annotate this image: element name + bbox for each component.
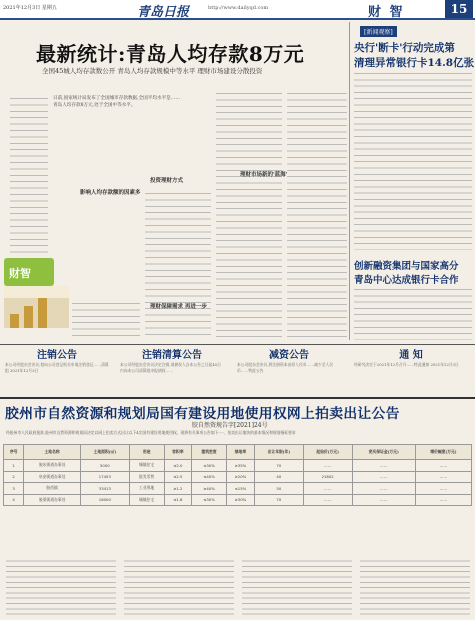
- auction-intro: 经胶州市人民政府批准,胶州市自然资源和规划局决定以网上拍卖方式出让以下4宗国有建设用地使用权。现将有关事项公告如下:一、拍卖出让地块的基本情况和规划指标要求: [6, 430, 296, 435]
- column-header: 序号: [4, 445, 24, 460]
- table-cell: ≤1.8: [164, 494, 192, 506]
- column-header: 土地名称: [24, 445, 81, 460]
- notice-deregistration: [3, 346, 111, 394]
- table-cell: 1: [4, 460, 24, 472]
- body-column-3: [145, 190, 211, 340]
- table-cell: 4: [4, 494, 24, 506]
- notice-body: 本公司股东会决议,将注册资本由原人民币……减少至人民币……特此公告: [237, 362, 334, 373]
- website-url[interactable]: http://www.dailyqd.com: [208, 5, 269, 11]
- table-cell: ……: [415, 483, 471, 495]
- savings-illustration: [4, 286, 69, 328]
- masthead: [0, 0, 475, 20]
- table-cell: 70: [254, 460, 303, 472]
- finance-banner-label: 财智: [9, 267, 31, 280]
- notice-announcement: [352, 346, 470, 394]
- parcel-table: [3, 444, 472, 506]
- table-cell: ≥1.2: [164, 483, 192, 495]
- right-body-1: [354, 70, 472, 250]
- table-cell: ……: [352, 494, 415, 506]
- table-row: [4, 494, 472, 506]
- table-cell: 工业用地: [129, 483, 164, 495]
- table-cell: 胶东街道办事处: [24, 460, 81, 472]
- table-cell: 33413: [80, 483, 129, 495]
- table-cell: 50: [254, 483, 303, 495]
- caption-blue-ocean: 理财市场新的'蓝海': [240, 172, 288, 178]
- table-cell: ……: [303, 483, 352, 495]
- right-body-2: [354, 286, 472, 340]
- auction-terms-col-1: [6, 558, 116, 616]
- table-cell: ≤40%: [192, 471, 227, 483]
- notices-bottom-rule: [0, 397, 475, 399]
- table-row: [4, 471, 472, 483]
- column-header: 竞买保证金(万元): [352, 445, 415, 460]
- newspaper-logo: 青岛日报: [137, 5, 190, 20]
- column-header: 增价幅度(万元): [415, 445, 471, 460]
- table-cell: 70: [254, 494, 303, 506]
- body-column-4: [216, 90, 282, 340]
- table-cell: ≥20%: [226, 471, 254, 483]
- notice-title: 通 知: [399, 350, 423, 361]
- body-column-2: [72, 300, 140, 340]
- caption-protection: 理财保障需求 再进一步: [150, 304, 207, 310]
- notice-body: 本公司经股东会决议,拟向公司登记机关申请注销登记……清算组 2021年12月3日: [5, 362, 109, 373]
- table-cell: 城镇住宅: [129, 494, 164, 506]
- column-header: 土地面积(㎡): [80, 445, 129, 460]
- table-cell: ≥30%: [226, 494, 254, 506]
- table-cell: 胶西镇: [24, 483, 81, 495]
- table-cell: ……: [415, 460, 471, 472]
- table-cell: 胶莱街道办事处: [24, 494, 81, 506]
- notice-body: 本公司经股东会决议决定注销,请债权人自本公告之日起45日内向本公司清算组申报债权……: [120, 362, 221, 373]
- issue-date: 2021年12月3日 星期五: [3, 5, 57, 11]
- column-header: 起始价(万元): [303, 445, 352, 460]
- table-row: [4, 460, 472, 472]
- auction-terms-col-4: [360, 558, 470, 616]
- notice-title: 注销清算公告: [142, 350, 202, 361]
- lede-paragraph: 日前,国家统计局发布了全国城市存款数据,全国平均水平是……青岛人均存款8万元,处于全国中等水平。: [53, 96, 180, 108]
- column-header: 容积率: [164, 445, 192, 460]
- section-title: 财 智: [368, 5, 405, 20]
- table-cell: 17453: [80, 471, 129, 483]
- caption-investment: 投资理财方式: [150, 178, 184, 184]
- notice-capital-reduction: [235, 346, 343, 394]
- auction-number: 胶自然资规告字[2021]24号: [192, 422, 268, 429]
- column-header: 绿地率: [226, 445, 254, 460]
- auction-terms-col-3: [242, 558, 352, 616]
- main-subhead: 全国45城人均存款数公开 青岛人均存款规模中等水平 理财市场建设分散投资: [42, 67, 263, 75]
- table-cell: 阜安街道办事处: [24, 471, 81, 483]
- table-cell: ……: [352, 460, 415, 472]
- finance-banner: [4, 258, 54, 286]
- column-header: 出让年限(年): [254, 445, 303, 460]
- table-cell: 3: [4, 483, 24, 495]
- table-cell: ……: [303, 460, 352, 472]
- table-cell: ……: [415, 494, 471, 506]
- table-cell: 18000: [80, 494, 129, 506]
- table-cell: ≥40%: [192, 483, 227, 495]
- right-headline-4: 青岛中心达成银行卡合作: [354, 275, 459, 286]
- table-header-row: [4, 445, 472, 460]
- notices-top-rule: [0, 344, 475, 345]
- right-headline-2: 清理异常银行卡14.8亿张: [354, 57, 475, 69]
- body-column-1: [10, 95, 48, 255]
- column-header: 用途: [129, 445, 164, 460]
- notice-title: 注销公告: [37, 350, 77, 361]
- auction-title: 胶州市自然资源和规划局国有建设用地使用权网上拍卖出让公告: [5, 406, 400, 422]
- right-headline-1: 央行'断卡'行动完成第: [354, 42, 455, 54]
- table-cell: ……: [415, 471, 471, 483]
- table-cell: ……: [303, 494, 352, 506]
- body-column-5: [287, 90, 347, 340]
- table-cell: ……: [352, 471, 415, 483]
- main-headline: 最新统计:青岛人均存款8万元: [36, 42, 305, 66]
- table-cell: ≤15%: [226, 483, 254, 495]
- caption-factors: 影响人均存款额的因素多: [80, 190, 141, 196]
- table-cell: 5000: [80, 460, 129, 472]
- auction-terms-col-2: [124, 558, 234, 616]
- table-cell: 21802: [303, 471, 352, 483]
- table-cell: ……: [352, 483, 415, 495]
- table-cell: ≥35%: [226, 460, 254, 472]
- news-tag: [新闻观察]: [360, 26, 397, 37]
- table-cell: 40: [254, 471, 303, 483]
- notice-liquidation: [118, 346, 226, 394]
- table-row: [4, 483, 472, 495]
- notice-title: 减资公告: [269, 350, 309, 361]
- table-cell: 城镇住宅: [129, 460, 164, 472]
- column-header: 建筑密度: [192, 445, 227, 460]
- table-cell: 2: [4, 471, 24, 483]
- table-cell: ≤30%: [192, 460, 227, 472]
- table-cell: ≤2.0: [164, 460, 192, 472]
- table-cell: 批发零售: [129, 471, 164, 483]
- page-number: 15: [445, 0, 473, 18]
- table-cell: ≤2.5: [164, 471, 192, 483]
- right-headline-3: 创新融资集团与国家高分: [354, 261, 459, 272]
- notice-body: 经研究决定于2021年12月召开……特此通知 2021年12月3日: [354, 362, 459, 367]
- column-divider: [349, 22, 350, 340]
- table-cell: ≤30%: [192, 494, 227, 506]
